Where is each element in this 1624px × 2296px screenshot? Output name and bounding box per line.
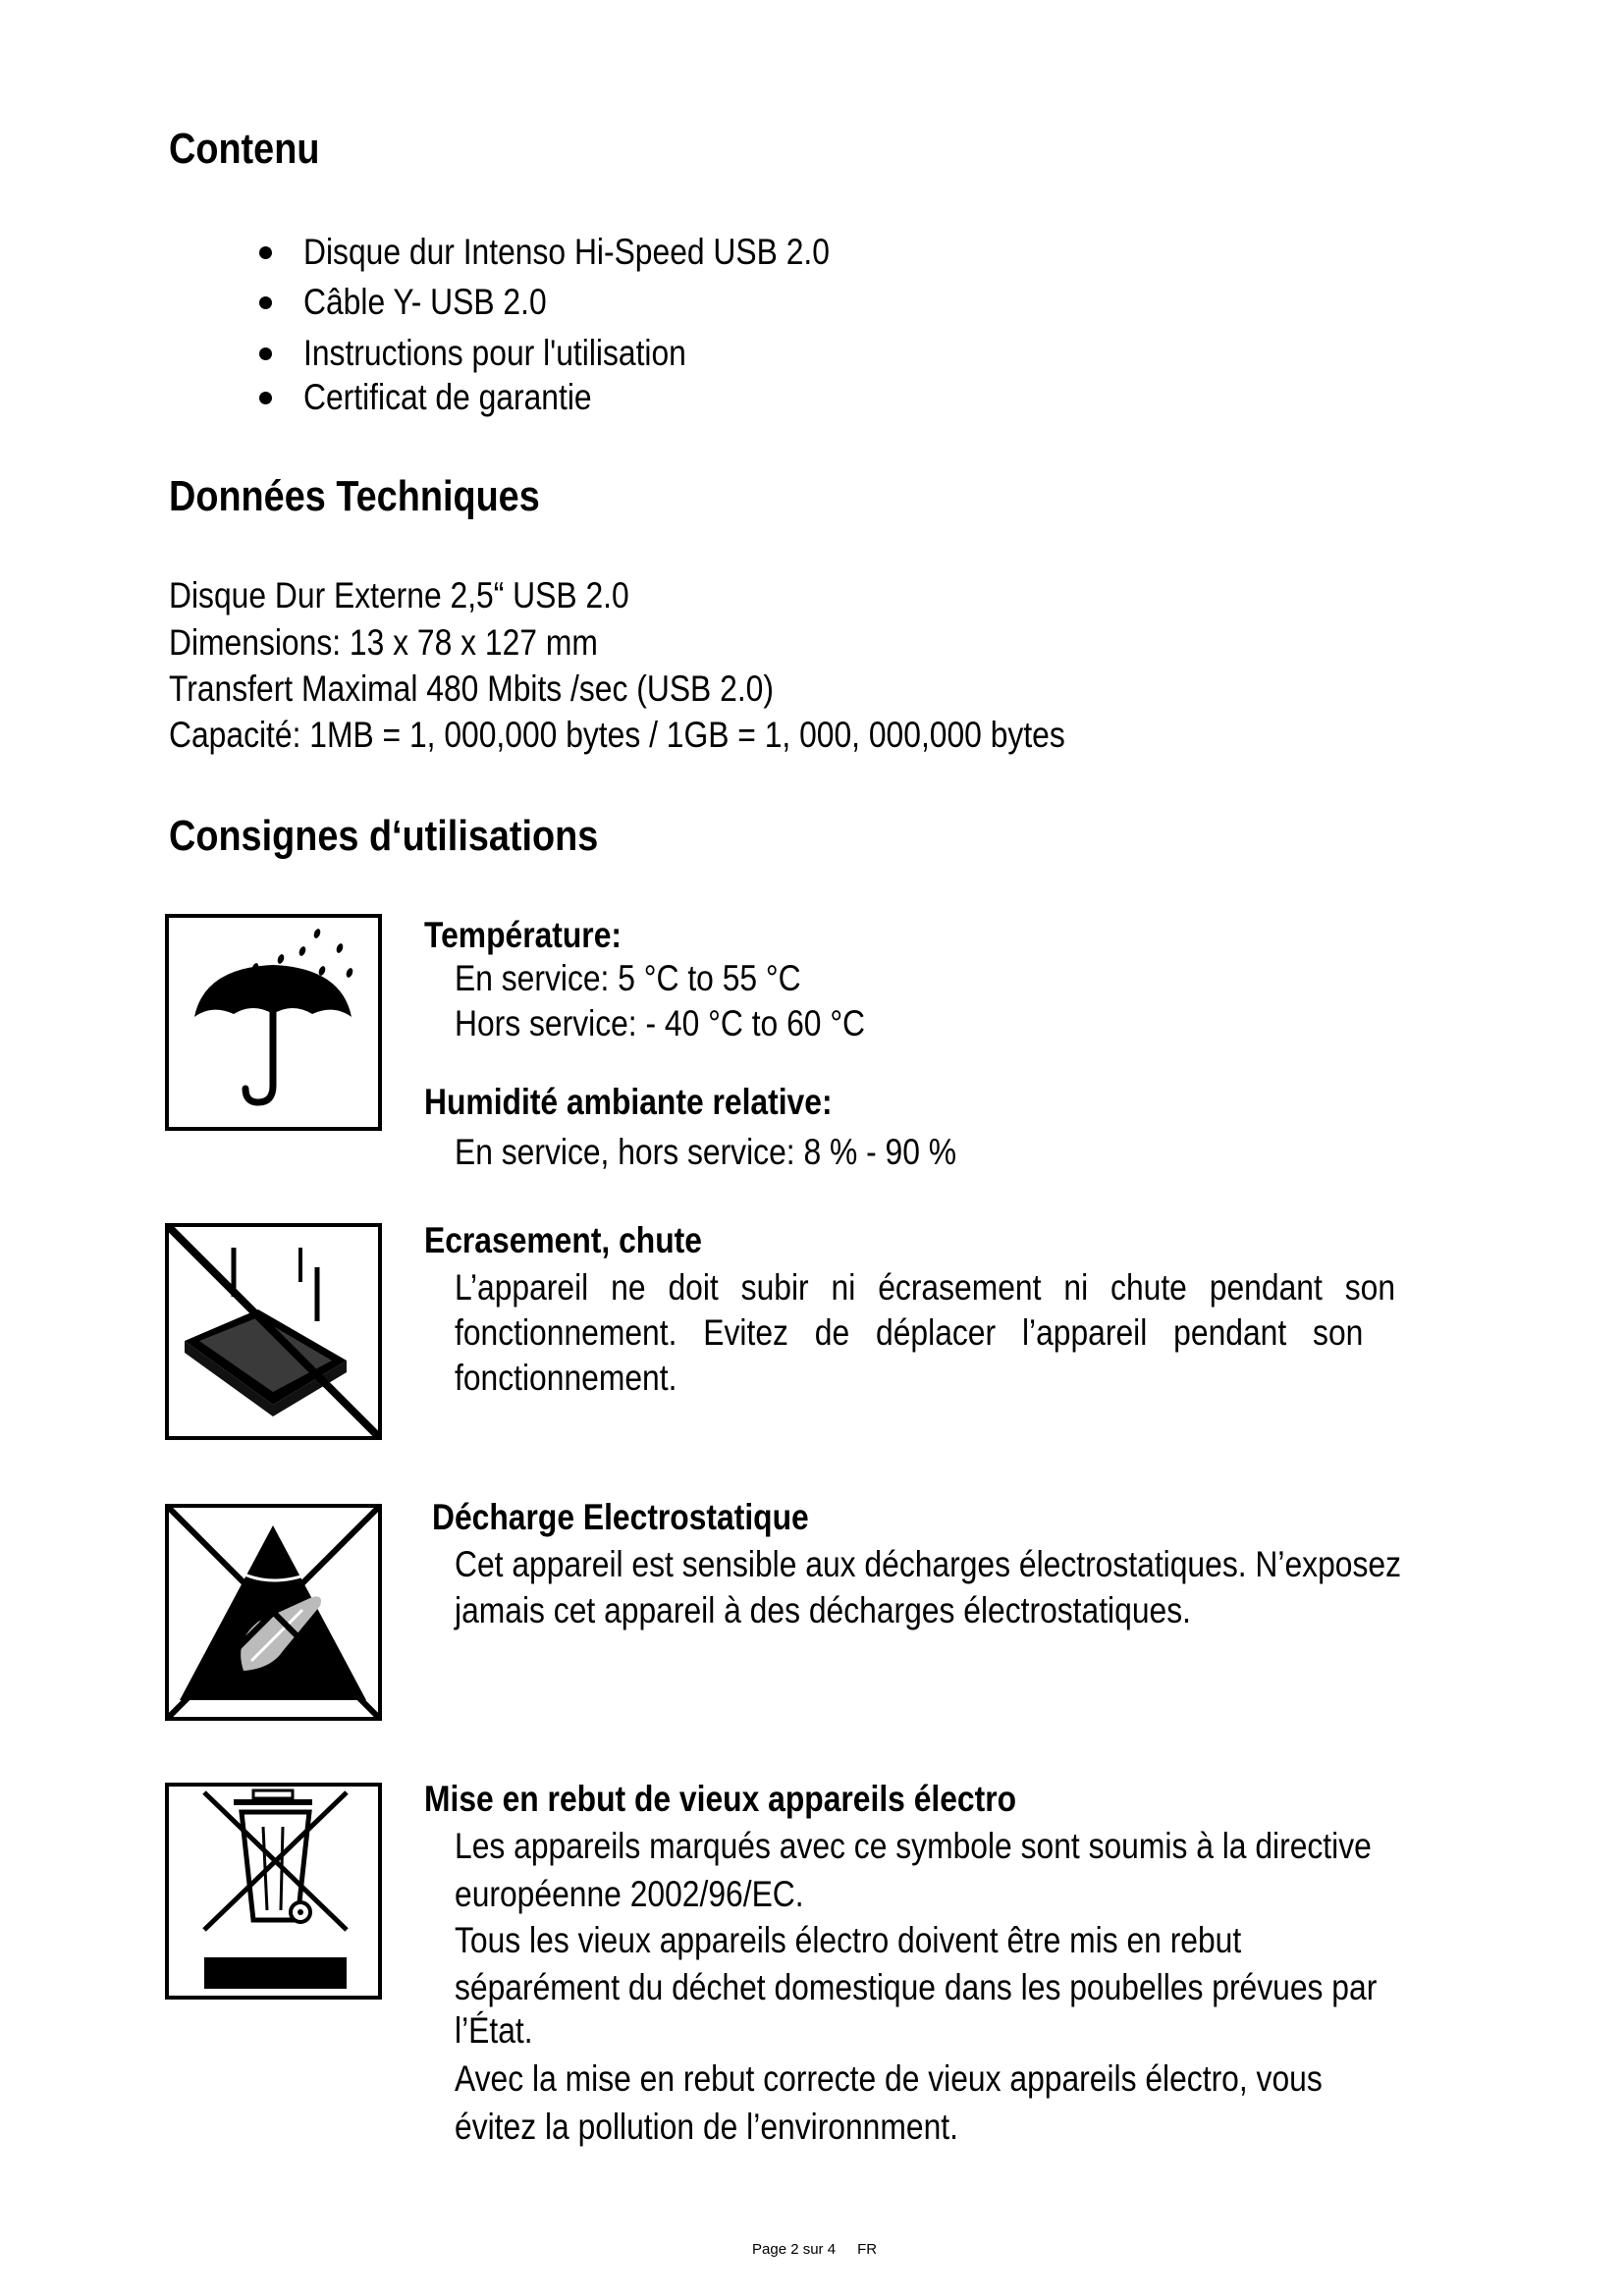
- spec-line: Dimensions: 13 x 78 x 127 mm: [169, 622, 598, 663]
- rebut-line: Les appareils marqués avec ce symbole sont soumis à la directive: [455, 1826, 1372, 1866]
- spec-line: Disque Dur Externe 2,5“ USB 2.0: [169, 575, 629, 615]
- no-drop-icon: [165, 1223, 382, 1440]
- section-title-contenu: Contenu: [169, 125, 320, 173]
- heading-humidite: Humidité ambiante relative:: [424, 1082, 833, 1122]
- heading-decharge: Décharge Electrostatique: [432, 1497, 809, 1537]
- list-item: Instructions pour l'utilisation: [303, 333, 686, 373]
- rebut-line: l’État.: [455, 2010, 533, 2051]
- bullet-icon: [259, 296, 272, 309]
- section-title-donnees: Données Techniques: [169, 472, 540, 520]
- decharge-line: Cet appareil est sensible aux décharges électrostatiques. N’exposez: [455, 1544, 1401, 1584]
- ecrasement-line: fonctionnement.: [455, 1358, 677, 1398]
- temperature-line: Hors service: - 40 °C to 60 °C: [455, 1003, 866, 1043]
- heading-temperature: Température:: [424, 915, 622, 955]
- rebut-line: Avec la mise en rebut correcte de vieux appareils électro, vous: [455, 2058, 1323, 2099]
- bullet-icon: [259, 347, 272, 360]
- page-footer: [752, 2241, 898, 2258]
- spec-line: Transfert Maximal 480 Mbits /sec (USB 2.0): [169, 668, 774, 709]
- spec-line: Capacité: 1MB = 1, 000,000 bytes / 1GB = 1, 000, 000,000 bytes: [169, 715, 1065, 755]
- bullet-icon: [259, 246, 272, 259]
- ecrasement-line: L’appareil ne doit subir ni écrasement ni chute pendant son: [455, 1267, 1396, 1308]
- section-title-consignes: Consignes d‘utilisations: [169, 812, 599, 860]
- page-number: Page 2 sur 4: [752, 2241, 837, 2258]
- language-code: FR: [857, 2241, 878, 2258]
- decharge-line: jamais cet appareil à des décharges électrostatiques.: [455, 1590, 1191, 1630]
- list-item: Câble Y- USB 2.0: [303, 282, 547, 322]
- no-esd-icon: [165, 1504, 382, 1721]
- crossed-bin-icon: [165, 1783, 382, 2000]
- list-item: Disque dur Intenso Hi-Speed USB 2.0: [303, 232, 830, 272]
- bullet-icon: [259, 392, 272, 404]
- ecrasement-line: fonctionnement. Evitez de déplacer l’appareil pendant son: [455, 1312, 1364, 1353]
- humidite-line: En service, hors service: 8 % - 90 %: [455, 1132, 957, 1172]
- list-item: Certificat de garantie: [303, 377, 592, 417]
- temperature-line: En service: 5 °C to 55 °C: [455, 958, 801, 998]
- heading-ecrasement: Ecrasement, chute: [424, 1220, 702, 1260]
- rebut-line: européenne 2002/96/EC.: [455, 1874, 804, 1914]
- heading-rebut: Mise en rebut de vieux appareils électro: [424, 1779, 1017, 1819]
- rebut-line: Tous les vieux appareils électro doivent être mis en rebut: [455, 1920, 1242, 1960]
- rebut-line: évitez la pollution de l’environnment.: [455, 2107, 958, 2147]
- rebut-line: séparément du déchet domestique dans les poubelles prévues par: [455, 1967, 1378, 2007]
- umbrella-rain-icon: [165, 914, 382, 1131]
